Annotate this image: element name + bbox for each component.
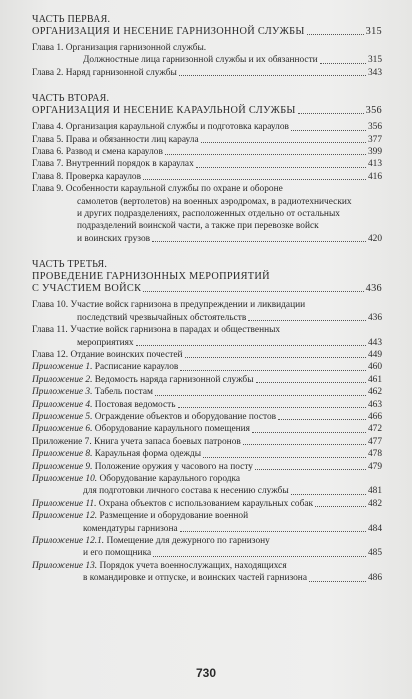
dot-leader xyxy=(307,34,364,35)
toc-entry xyxy=(32,146,382,158)
entry-text: комендатуры гарнизона xyxy=(83,523,178,534)
entry-text: Глава 2. Наряд гарнизонной службы xyxy=(32,67,177,78)
toc-entry-text xyxy=(83,547,368,559)
entry-text: для подготовки личного состава к несению службы xyxy=(83,486,289,497)
dot-leader xyxy=(278,419,366,420)
entry-text: самолетов (вертолетов) на военных аэродромах, в радиотехнических xyxy=(77,196,352,207)
entry-text: Глава 11. Участие войск гарнизона в парадах и общественных xyxy=(32,325,281,336)
entry-text: Приложение 13. Порядок учета военнослужащих, находящихся xyxy=(32,560,287,571)
dot-leader xyxy=(152,241,366,242)
toc-entry-body xyxy=(32,42,382,54)
entry-text: Глава 1. Организация гарнизонной службы. xyxy=(32,43,207,53)
toc-entry-body xyxy=(32,436,382,448)
page-ref: 356 xyxy=(367,122,382,133)
page-ref: 436 xyxy=(365,283,382,295)
chapter-label: Глава 4. xyxy=(32,122,64,133)
toc-entry-text xyxy=(83,572,368,584)
chapter-label: Глава 10. xyxy=(32,300,69,311)
toc-entry-line xyxy=(32,547,382,559)
appendix-label: Приложение 12. xyxy=(32,511,98,522)
toc-entry xyxy=(32,560,382,585)
dot-leader xyxy=(298,113,364,114)
dot-leader xyxy=(180,531,366,532)
entry-text: Приложение 4. Постовая ведомость xyxy=(32,399,176,410)
entry-text: Приложение 10. Оборудование караульного городка xyxy=(32,473,241,484)
dot-leader xyxy=(179,75,366,76)
appendix-label: Приложение 9. xyxy=(32,461,93,472)
toc-entry-body xyxy=(32,158,382,170)
toc-entry-line xyxy=(32,171,382,183)
entry-text: Глава 6. Развод и смена караулов xyxy=(32,147,163,158)
toc-entry xyxy=(32,171,382,183)
chapter-label: Глава 5. xyxy=(32,134,64,145)
toc-entry-line xyxy=(32,436,382,448)
entry-text: Приложение 5. Ограждение объектов и оборудование постов xyxy=(32,411,277,422)
toc-entry-line xyxy=(32,448,382,460)
toc-entry-line xyxy=(32,324,382,336)
page-ref: 461 xyxy=(367,374,382,385)
page-ref: 315 xyxy=(367,55,382,66)
page-ref: 343 xyxy=(367,67,382,78)
toc-entry-line xyxy=(32,299,382,311)
toc-entry-body xyxy=(32,67,382,79)
part-heading-text: ПРОВЕДЕНИЕ ГАРНИЗОННЫХ МЕРОПРИЯТИЙ xyxy=(32,271,270,283)
toc-entry-line xyxy=(32,134,382,146)
page-ref: 443 xyxy=(367,337,382,348)
toc-entry-text xyxy=(32,448,368,460)
page-ref: 462 xyxy=(367,387,382,398)
toc-entry xyxy=(32,54,382,66)
toc-entry-body xyxy=(32,374,382,386)
page-ref: 486 xyxy=(367,573,382,584)
toc-entry-text xyxy=(77,312,368,324)
toc-entry-text xyxy=(32,134,368,146)
toc-entry-body xyxy=(32,171,382,183)
appendix-label: Приложение 8. xyxy=(32,449,93,460)
toc-entry-text xyxy=(32,411,368,423)
appendix-label: Приложение 13. xyxy=(32,560,98,571)
dot-leader xyxy=(136,345,366,346)
entry-text: Глава 10. Участие войск гарнизона в предупреждении и ликвидации xyxy=(32,300,306,311)
entry-text: Приложение 1. Расписание караулов xyxy=(32,362,179,373)
toc-entry-line xyxy=(83,54,382,66)
entry-text: Приложение 9. Положение оружия у часового на посту xyxy=(32,461,253,472)
toc-entry-line xyxy=(83,54,382,66)
page-number: 730 xyxy=(195,666,217,680)
page-ref: 479 xyxy=(367,461,382,472)
toc-entry-line xyxy=(32,171,382,183)
toc-entry-line xyxy=(32,121,382,133)
toc-entry-body xyxy=(32,134,382,146)
dot-leader xyxy=(155,395,366,396)
toc-entry-text xyxy=(32,146,368,158)
toc-entry-line xyxy=(32,386,382,398)
toc-entry-line xyxy=(32,386,382,398)
entry-text: Глава 8. Проверка караулов xyxy=(32,171,142,182)
toc-entry xyxy=(32,158,382,170)
toc-entry xyxy=(32,299,382,324)
toc-entry-body xyxy=(32,324,382,349)
toc-entry-line xyxy=(32,349,382,361)
page-ref: 436 xyxy=(367,312,382,323)
toc-entry-line xyxy=(83,572,382,584)
dot-leader xyxy=(315,506,366,507)
toc-entry xyxy=(32,535,382,560)
toc-entry-text xyxy=(77,233,368,245)
entry-text: Приложение 11. Охрана объектов с использованием караульных собак xyxy=(32,498,314,509)
dot-leader xyxy=(196,167,366,168)
toc-entry xyxy=(32,386,382,398)
toc-entry-line xyxy=(32,67,382,79)
toc-entry xyxy=(32,399,382,411)
toc-entry-body xyxy=(32,411,382,423)
dot-leader xyxy=(201,142,366,143)
chapter-label: Глава 11. xyxy=(32,325,68,336)
toc-part xyxy=(32,93,382,245)
toc-entry-text xyxy=(32,498,368,510)
toc-entry xyxy=(32,42,382,54)
toc-entry xyxy=(32,324,382,349)
toc-entry-line xyxy=(77,312,382,324)
page-ref: 466 xyxy=(367,411,382,422)
toc-entry-text xyxy=(32,436,368,448)
dot-leader xyxy=(309,581,366,582)
toc-entry xyxy=(32,374,382,386)
entry-text: Глава 5. Права и обязанности лиц караула xyxy=(32,134,199,145)
appendix-label: Приложение 12.1. xyxy=(32,536,105,546)
toc-entry-line xyxy=(32,535,382,547)
page-ref: 460 xyxy=(367,362,382,373)
toc-entry xyxy=(32,121,382,133)
dot-leader xyxy=(143,291,363,292)
part-title: ЧАСТЬ ТРЕТЬЯ. xyxy=(32,259,108,271)
toc-entry-body xyxy=(32,361,382,373)
toc-entry-body xyxy=(32,121,382,133)
toc-entry-line xyxy=(32,134,382,146)
chapter-label: Глава 6. xyxy=(32,147,64,158)
page-ref: 399 xyxy=(367,147,382,158)
toc-entry xyxy=(32,361,382,373)
toc-entry-body xyxy=(32,560,382,585)
entry-text: Должностные лица гарнизонной службы и их обязанности xyxy=(83,55,318,66)
toc-entry-line xyxy=(32,121,382,133)
part-heading-text: ОРГАНИЗАЦИЯ И НЕСЕНИЕ КАРАУЛЬНОЙ СЛУЖБЫ xyxy=(32,105,296,117)
chapter-label: Глава 1. xyxy=(32,43,64,53)
appendix-label: Приложение 10. xyxy=(32,473,98,484)
toc-entry-text xyxy=(32,349,368,361)
toc-entry-line xyxy=(32,510,382,522)
toc-entry-text xyxy=(32,67,368,79)
chapter-label: Глава 9. xyxy=(32,184,64,195)
page-ref: 472 xyxy=(367,424,382,435)
toc-entry-body xyxy=(32,448,382,460)
page-ref: 413 xyxy=(367,159,382,170)
toc-entry-line xyxy=(77,337,382,349)
dot-leader xyxy=(153,556,366,557)
toc-entry-line xyxy=(32,312,382,324)
entry-text: Приложение 6. Оборудование караульного помещения xyxy=(32,424,250,435)
dot-leader xyxy=(255,469,366,470)
entry-text: Глава 4. Организация караульной службы и подготовка караулов xyxy=(32,122,289,133)
toc-entry-line xyxy=(32,374,382,386)
page-ref: 484 xyxy=(367,523,382,534)
toc-entry xyxy=(32,473,382,498)
toc-entry-text xyxy=(32,158,368,170)
toc-entry-line xyxy=(32,485,382,497)
toc-entry-line xyxy=(32,399,382,411)
toc-entry-line xyxy=(32,183,382,195)
toc-entry-line xyxy=(32,233,382,245)
toc-entry-body xyxy=(83,54,382,66)
appendix-label: Приложение 6. xyxy=(32,424,93,435)
toc-entry xyxy=(32,498,382,510)
entry-text: последствий чрезвычайных обстоятельств xyxy=(77,312,247,323)
dot-leader xyxy=(243,444,366,445)
page-ref: 416 xyxy=(367,171,382,182)
toc-entry xyxy=(32,448,382,460)
entry-text: Приложение 2. Ведомость наряда гарнизонной службы xyxy=(32,374,254,385)
part-heading-text: С УЧАСТИЕМ ВОЙСК xyxy=(32,283,142,295)
toc-entry-line xyxy=(32,411,382,423)
entry-text: Приложение 7. Книга учета запаса боевых патронов xyxy=(32,436,241,447)
toc-entry-line xyxy=(32,436,382,448)
toc-entry-text xyxy=(83,523,368,535)
toc-entry-line xyxy=(32,42,382,54)
toc-entry-body xyxy=(32,461,382,473)
toc-entry-text xyxy=(32,121,368,133)
page-ref: 420 xyxy=(367,233,382,244)
toc-entry-line xyxy=(32,146,382,158)
appendix-label: Приложение 2. xyxy=(32,374,93,385)
toc-entry-body xyxy=(32,510,382,535)
toc-entry-body xyxy=(32,423,382,435)
toc-entry xyxy=(32,461,382,473)
dot-leader xyxy=(256,382,366,383)
toc-entry-line xyxy=(32,146,382,158)
toc-entry-body xyxy=(32,473,382,498)
toc-entry-line xyxy=(32,361,382,373)
part-heading xyxy=(32,105,382,117)
toc-entry-text xyxy=(32,361,368,373)
entry-text: Приложение 12. Размещение и оборудование военной xyxy=(32,511,249,522)
toc-entry-line xyxy=(32,560,382,572)
appendix-label: Приложение 1. xyxy=(32,362,93,373)
entry-text: Глава 9. Особенности караульной службы по охране и обороне xyxy=(32,184,283,195)
toc-entry-text xyxy=(32,386,368,398)
page-ref: 478 xyxy=(367,449,382,460)
toc-entry-line xyxy=(32,461,382,473)
toc-entry-line xyxy=(32,498,382,510)
toc-entry-line xyxy=(32,158,382,170)
page-ref: 477 xyxy=(367,436,382,447)
toc-entry-body xyxy=(32,399,382,411)
entry-text: и его помощника xyxy=(83,548,152,559)
part-title: ЧАСТЬ ВТОРАЯ. xyxy=(32,93,110,105)
toc-entry-line xyxy=(32,448,382,460)
entry-text: и воинских грузов xyxy=(77,233,151,244)
entry-text: Приложение 3. Табель постам xyxy=(32,387,153,398)
toc-entry xyxy=(32,436,382,448)
appendix-label: Приложение 5. xyxy=(32,411,93,422)
toc-entry-line xyxy=(32,498,382,510)
toc-entry-line xyxy=(32,361,382,373)
dot-leader xyxy=(143,179,366,180)
dot-leader xyxy=(291,130,366,131)
toc-entry-text xyxy=(83,54,368,66)
entry-text: подразделений воинской части, а также при перевозке войск xyxy=(77,221,319,232)
chapter-label: Глава 2. xyxy=(32,67,64,78)
toc-entry-text xyxy=(77,337,368,349)
toc-entry-body xyxy=(32,386,382,398)
toc-entry-text xyxy=(32,399,368,411)
dot-leader xyxy=(165,154,366,155)
toc-entry xyxy=(32,510,382,535)
toc-entry xyxy=(32,67,382,79)
part-heading xyxy=(32,283,382,295)
toc-entry-text xyxy=(32,423,368,435)
toc-entry xyxy=(32,183,382,245)
toc-entry-body xyxy=(32,146,382,158)
toc-entry-body xyxy=(32,498,382,510)
toc-entry-body xyxy=(32,183,382,245)
page-ref: 481 xyxy=(367,486,382,497)
toc-entry-line xyxy=(32,399,382,411)
toc-entry-line xyxy=(32,208,382,220)
chapter-label: Глава 12. xyxy=(32,349,69,360)
dot-leader xyxy=(178,407,366,408)
toc-entry-text xyxy=(83,485,368,497)
toc-entry-line xyxy=(83,547,382,559)
toc-entry xyxy=(32,423,382,435)
entry-text: и других подразделениях, расположенных отдельно от остальных xyxy=(77,209,340,220)
entry-text: Глава 12. Отдание воинских почестей xyxy=(32,349,183,360)
appendix-label: Приложение 3. xyxy=(32,387,93,398)
toc-entry-text xyxy=(32,171,368,183)
toc-entry-line xyxy=(32,67,382,79)
toc-entry-line xyxy=(32,572,382,584)
dot-leader xyxy=(252,432,366,433)
page-ref: 356 xyxy=(365,105,382,117)
part-heading xyxy=(32,271,382,283)
entry-text: мероприятиях xyxy=(77,337,134,348)
chapter-label: Приложение 7. xyxy=(32,436,92,447)
page-ref: 377 xyxy=(367,134,382,145)
appendix-label: Приложение 11. xyxy=(32,498,97,509)
toc-entry-line xyxy=(32,473,382,485)
toc-entry-body xyxy=(32,535,382,560)
entry-text: в командировке и отпуске, и воинских частей гарнизона xyxy=(83,573,307,584)
entry-text: Приложение 8. Караульная форма одежды xyxy=(32,449,202,460)
page-ref: 315 xyxy=(365,26,382,37)
toc-entry xyxy=(32,411,382,423)
page-ref: 482 xyxy=(367,498,382,509)
part-heading xyxy=(32,26,382,38)
toc-entry-body xyxy=(32,349,382,361)
toc-part xyxy=(32,259,382,584)
dot-leader xyxy=(248,320,366,321)
toc-entry-line xyxy=(32,374,382,386)
dot-leader xyxy=(185,357,366,358)
toc-entry-line xyxy=(32,461,382,473)
toc-entry-line xyxy=(32,523,382,535)
chapter-label: Глава 7. xyxy=(32,159,64,170)
toc-entry-text xyxy=(32,461,368,473)
appendix-label: Приложение 4. xyxy=(32,399,93,410)
toc-entry-line xyxy=(32,158,382,170)
toc-entry-line xyxy=(32,423,382,435)
entry-text: Глава 7. Внутренний порядок в караулах xyxy=(32,159,194,170)
toc-entry-line xyxy=(32,220,382,232)
toc-entry-line xyxy=(32,349,382,361)
dot-leader xyxy=(203,457,366,458)
toc-part xyxy=(32,14,382,79)
part-heading-text: ОРГАНИЗАЦИЯ И НЕСЕНИЕ ГАРНИЗОННОЙ СЛУЖБЫ xyxy=(32,26,305,37)
toc-entry xyxy=(32,134,382,146)
toc-entry-line xyxy=(32,411,382,423)
table-of-contents xyxy=(32,14,382,599)
part-title: ЧАСТЬ ПЕРВАЯ. xyxy=(32,14,111,25)
page-ref: 463 xyxy=(367,399,382,410)
toc-entry-line xyxy=(83,523,382,535)
chapter-label: Глава 8. xyxy=(32,171,64,182)
dot-leader xyxy=(291,494,366,495)
toc-entry xyxy=(32,349,382,361)
toc-entry-line xyxy=(32,196,382,208)
toc-entry-line xyxy=(83,485,382,497)
page-ref: 485 xyxy=(367,548,382,559)
entry-text: Приложение 12.1. Помещение для дежурного по гарнизону xyxy=(32,536,270,546)
page-ref: 449 xyxy=(367,349,382,360)
dot-leader xyxy=(320,63,366,64)
toc-entry-body xyxy=(32,299,382,324)
toc-entry-line xyxy=(77,233,382,245)
dot-leader xyxy=(180,370,366,371)
toc-entry-line xyxy=(32,423,382,435)
toc-entry-text xyxy=(32,374,368,386)
toc-entry-line xyxy=(32,337,382,349)
